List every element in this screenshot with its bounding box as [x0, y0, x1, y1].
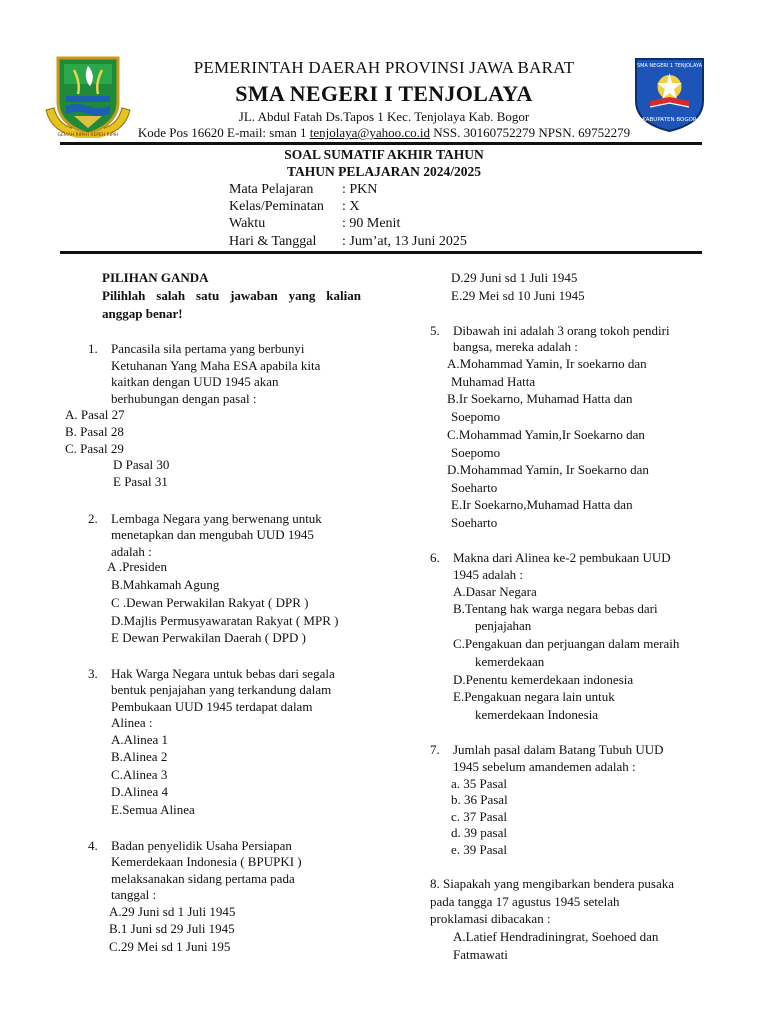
- question-text: 1945 adalah :: [453, 567, 524, 582]
- header-divider: [60, 142, 702, 145]
- answer-option: D.Alinea 4: [111, 784, 169, 799]
- info-label: Waktu: [229, 216, 266, 231]
- left-logo-motto: GEMAH RIPAH REPEH RIPIH: [57, 133, 119, 138]
- question-text: 8. Siapakah yang mengibarkan bendera pusaka: [430, 876, 675, 891]
- info-label: Hari & Tanggal: [229, 234, 317, 249]
- answer-option: D Pasal 30: [113, 457, 170, 472]
- question-text: Pancasila sila pertama yang berbunyi: [111, 341, 305, 356]
- answer-option: C. Pasal 29: [65, 441, 124, 456]
- answer-option: Muhamad Hatta: [451, 374, 536, 389]
- answer-option: E Dewan Perwakilan Daerah ( DPD ): [111, 630, 306, 645]
- answer-option: D.Penentu kemerdekaan indonesia: [453, 672, 634, 687]
- answer-option: B.Ir Soekarno, Muhamad Hatta dan: [447, 391, 633, 406]
- question-text: Alinea :: [111, 715, 153, 730]
- question-text: tanggal :: [111, 887, 157, 902]
- answer-option: Soeharto: [451, 480, 498, 495]
- question-text: Lembaga Negara yang berwenang untuk: [111, 511, 322, 526]
- question-text: proklamasi dibacakan :: [430, 911, 551, 926]
- question-number: 4.: [88, 838, 98, 853]
- info-value: : PKN: [342, 182, 378, 197]
- question-text: Pembukaan UUD 1945 terdapat dalam: [111, 699, 313, 714]
- answer-option: e. 39 Pasal: [451, 842, 507, 857]
- question-text: Kemerdekaan Indonesia ( BPUPKI ): [111, 854, 302, 869]
- answer-option: C.Alinea 3: [111, 767, 168, 782]
- question-text: Makna dari Alinea ke-2 pembukaan UUD: [453, 550, 671, 565]
- answer-option: penjajahan: [475, 618, 532, 633]
- question-text: Dibawah ini adalah 3 orang tokoh pendiri: [453, 323, 670, 338]
- question-number: 6.: [430, 550, 440, 565]
- answer-option: A.29 Juni sd 1 Juli 1945: [109, 904, 236, 919]
- right-logo-bottom-text: KABUPATEN BOGOR: [642, 117, 697, 123]
- answer-option: B. Pasal 28: [65, 424, 124, 439]
- right-logo-top-text: SMA NEGERI 1 TENJOLAYA: [636, 63, 703, 69]
- answer-option: E.Semua Alinea: [111, 802, 195, 817]
- section-instruction: Pilihlah salah satu jawaban yang kalian: [102, 288, 361, 303]
- question-text: Jumlah pasal dalam Batang Tubuh UUD: [453, 742, 664, 757]
- answer-option: kemerdekaan Indonesia: [475, 707, 599, 722]
- answer-option: a. 35 Pasal: [451, 776, 507, 791]
- question-text: Badan penyelidik Usaha Persiapan: [111, 838, 292, 853]
- section-title: PILIHAN GANDA: [102, 270, 209, 285]
- answer-option: C .Dewan Perwakilan Rakyat ( DPR ): [111, 595, 309, 610]
- info-label: Mata Pelajaran: [229, 182, 314, 197]
- answer-option: B.Mahkamah Agung: [111, 577, 220, 592]
- answer-option: Soepomo: [451, 409, 501, 424]
- answer-option: c. 37 Pasal: [451, 809, 507, 824]
- question-text: bangsa, mereka adalah :: [453, 339, 578, 354]
- answer-option: A.Alinea 1: [111, 732, 169, 747]
- answer-option: C.29 Mei sd 1 Juni 195: [109, 939, 231, 954]
- answer-option: A. Pasal 27: [65, 407, 125, 422]
- question-number: 3.: [88, 666, 98, 681]
- answer-option: B.Alinea 2: [111, 749, 168, 764]
- question-text: Hak Warga Negara untuk bebas dari segala: [111, 666, 335, 681]
- question-text: bentuk penjajahan yang terkandung dalam: [111, 682, 332, 697]
- answer-option: A .Presiden: [107, 559, 167, 574]
- question-text: 1945 sebelum amandemen adalah :: [453, 759, 636, 774]
- answer-option: B.Tentang hak warga negara bebas dari: [453, 601, 658, 616]
- answer-option: B.1 Juni sd 29 Juli 1945: [109, 921, 235, 936]
- question-number: 1.: [88, 341, 98, 356]
- question-text: berhubungan dengan pasal :: [111, 391, 257, 406]
- answer-option: A.Mohammad Yamin, Ir soekarno dan: [447, 356, 647, 371]
- info-value: : 90 Menit: [342, 216, 401, 231]
- answer-option: kemerdekaan: [475, 654, 545, 669]
- exam-year: TAHUN PELAJARAN 2024/2025: [286, 164, 481, 179]
- question-text: pada tangga 17 agustus 1945 setelah: [430, 894, 620, 909]
- info-value: : Jum’at, 13 Juni 2025: [342, 234, 467, 249]
- exam-title: SOAL SUMATIF AKHIR TAHUN: [284, 147, 484, 162]
- answer-option: Fatmawati: [453, 947, 508, 962]
- answer-option: D.Majlis Permusyawaratan Rakyat ( MPR ): [111, 613, 339, 628]
- answer-option: b. 36 Pasal: [451, 792, 508, 807]
- question-text: menetapkan dan mengubah UUD 1945: [111, 527, 314, 542]
- government-heading: PEMERINTAH DAERAH PROVINSI JAWA BARAT: [193, 58, 575, 77]
- answer-option: C.Mohammad Yamin,Ir Soekarno dan: [447, 427, 645, 442]
- contact-prefix: Kode Pos 16620 E-mail: sman 1: [137, 125, 310, 140]
- answer-option: E.Ir Soekarno,Muhamad Hatta dan: [451, 497, 633, 512]
- section-instruction: anggap benar!: [102, 306, 183, 321]
- answer-option: A.Latief Hendradiningrat, Soehoed dan: [453, 929, 659, 944]
- answer-option: C.Pengakuan dan perjuangan dalam meraih: [453, 636, 680, 651]
- answer-option: E Pasal 31: [113, 474, 168, 489]
- answer-option: D.29 Juni sd 1 Juli 1945: [451, 270, 578, 285]
- question-number: 5.: [430, 323, 440, 338]
- question-number: 7.: [430, 742, 440, 757]
- info-value: : X: [342, 199, 360, 214]
- school-name-heading: SMA NEGERI I TENJOLAYA: [235, 81, 533, 106]
- answer-option: D.Mohammad Yamin, Ir Soekarno dan: [447, 462, 649, 477]
- question-number: 2.: [88, 511, 98, 526]
- question-text: melaksanakan sidang pertama pada: [111, 871, 295, 886]
- info-divider: [60, 251, 702, 254]
- school-contact: [0, 125, 768, 141]
- answer-option: A.Dasar Negara: [453, 584, 537, 599]
- answer-option: E.Pengakuan negara lain untuk: [453, 689, 615, 704]
- info-label: Kelas/Peminatan: [229, 199, 324, 214]
- answer-option: Soepomo: [451, 445, 501, 460]
- contact-suffix: NSS. 30160752279 NPSN. 69752279: [430, 125, 631, 140]
- question-text: adalah :: [111, 544, 152, 559]
- contact-email-link[interactable]: tenjolaya@yahoo.co.id: [309, 125, 431, 140]
- question-text: kaitkan dengan UUD 1945 akan: [111, 374, 279, 389]
- answer-option: d. 39 pasal: [451, 825, 507, 840]
- answer-option: E.29 Mei sd 10 Juni 1945: [451, 288, 585, 303]
- school-address: JL. Abdul Fatah Ds.Tapos 1 Kec. Tenjolaya Kab. Bogor: [238, 109, 530, 124]
- question-text: Ketuhanan Yang Maha ESA apabila kita: [111, 358, 321, 373]
- answer-option: Soeharto: [451, 515, 498, 530]
